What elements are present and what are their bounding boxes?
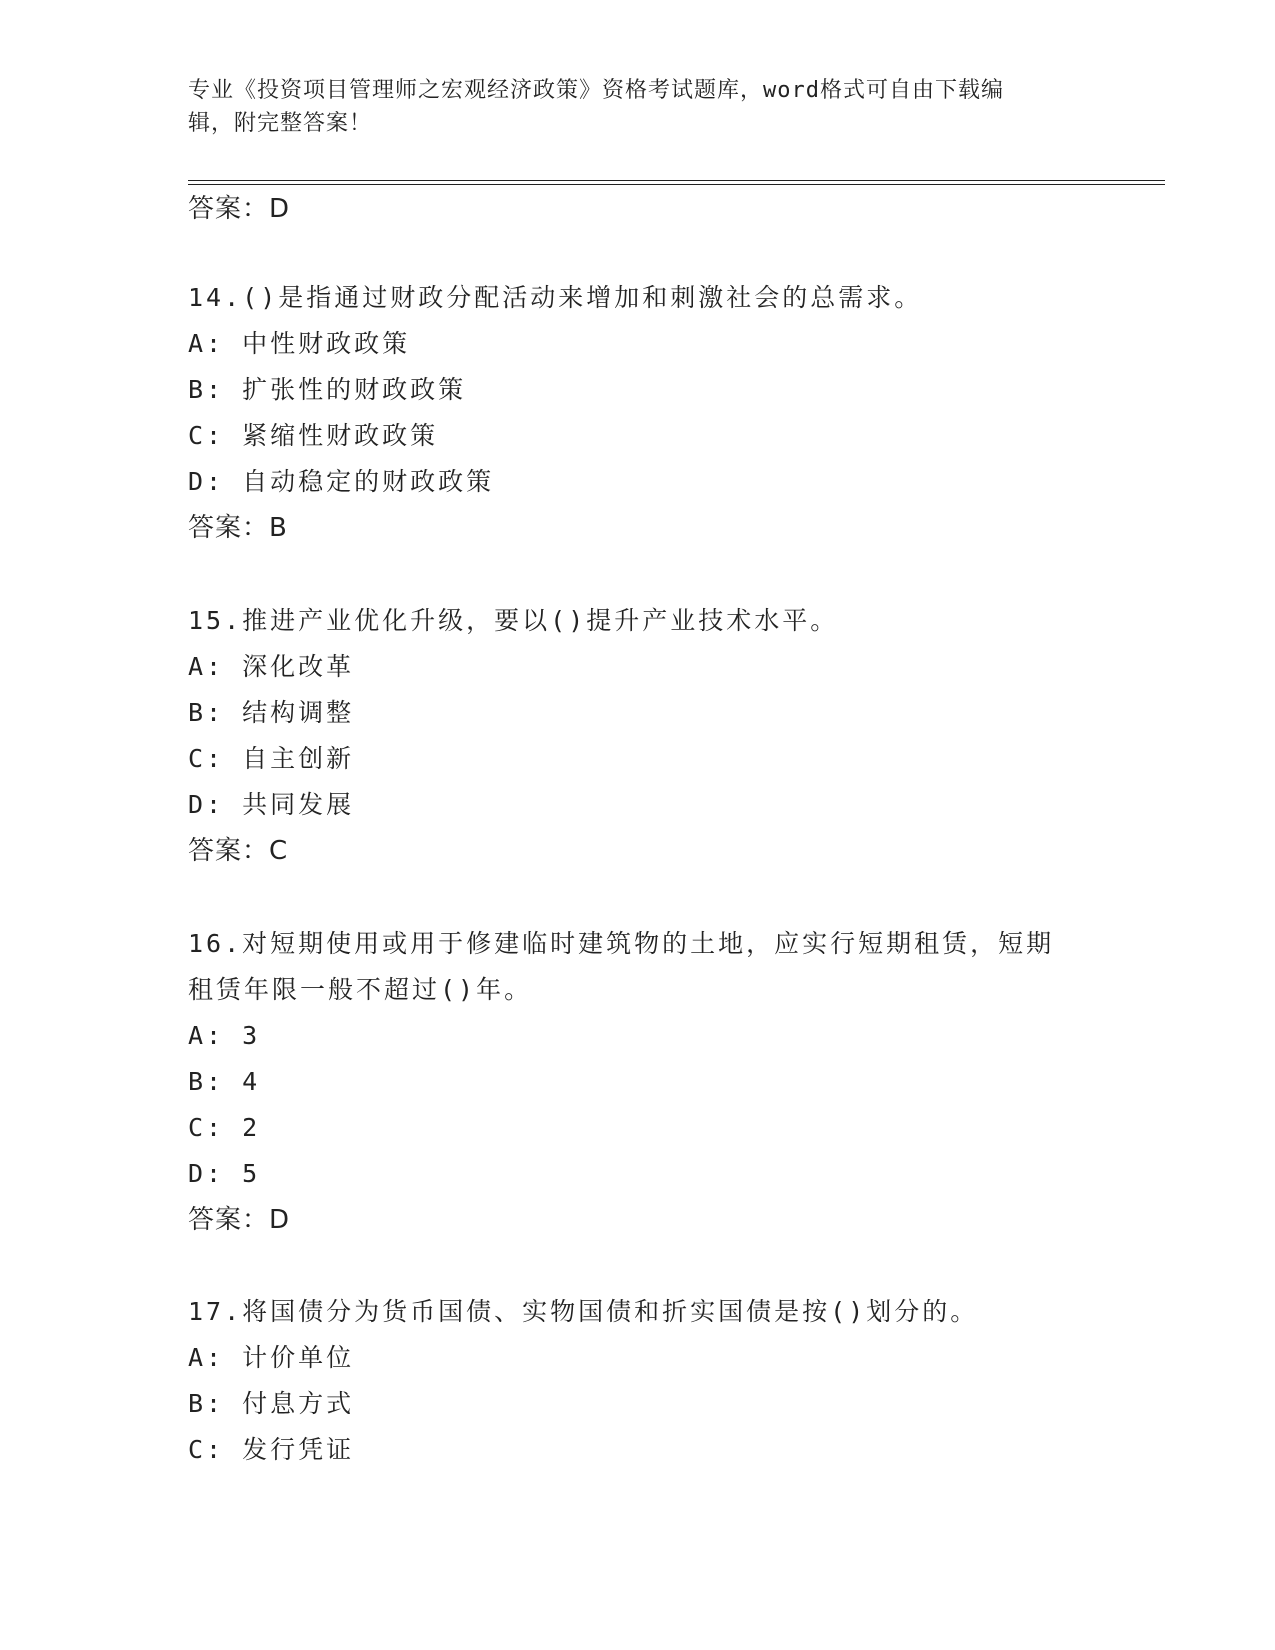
option-b: B: 付息方式 [188,1389,355,1418]
question-stem-line-1: 16.对短期使用或用于修建临时建筑物的土地，应实行短期租赁，短期 [188,929,1055,958]
answer-label: 答案：D [188,1205,291,1235]
option-c: C: 发行凭证 [188,1435,355,1464]
header-line-2: 辑，附完整答案！ [188,111,373,136]
question-17 [188,1289,1088,1473]
answer-label: 答案：D [188,194,291,224]
question-stem: 14.()是指通过财政分配活动来增加和刺激社会的总需求。 [188,283,923,312]
previous-answer-block [188,186,1088,232]
option-d: D: 自动稳定的财政政策 [188,467,495,496]
option-a: A: 中性财政政策 [188,329,411,358]
question-15 [188,598,1088,874]
header-divider-bottom [188,184,1165,185]
question-14 [188,275,1088,551]
question-stem: 15.推进产业优化升级，要以()提升产业技术水平。 [188,606,839,635]
question-16 [188,921,1088,1243]
answer-label: 答案：B [188,513,288,543]
header-line-1: 专业《投资项目管理师之宏观经济政策》资格考试题库，word格式可自由下载编 [188,78,1004,103]
option-d: D: 共同发展 [188,790,355,819]
option-c: C: 紧缩性财政政策 [188,421,439,450]
question-stem: 17.将国债分为货币国债、实物国债和折实国债是按()划分的。 [188,1297,979,1326]
option-a: A: 计价单位 [188,1343,355,1372]
option-a: A: 3 [188,1021,261,1050]
option-a: A: 深化改革 [188,652,355,681]
header-divider-top [188,180,1165,181]
option-c: C: 自主创新 [188,744,355,773]
option-b: B: 4 [188,1067,261,1096]
option-b: B: 扩张性的财政政策 [188,375,467,404]
question-stem-line-2: 租赁年限一般不超过()年。 [188,975,533,1004]
answer-label: 答案：C [188,836,289,866]
option-c: C: 2 [188,1113,261,1142]
option-b: B: 结构调整 [188,698,355,727]
document-header [188,74,1088,140]
option-d: D: 5 [188,1159,261,1188]
